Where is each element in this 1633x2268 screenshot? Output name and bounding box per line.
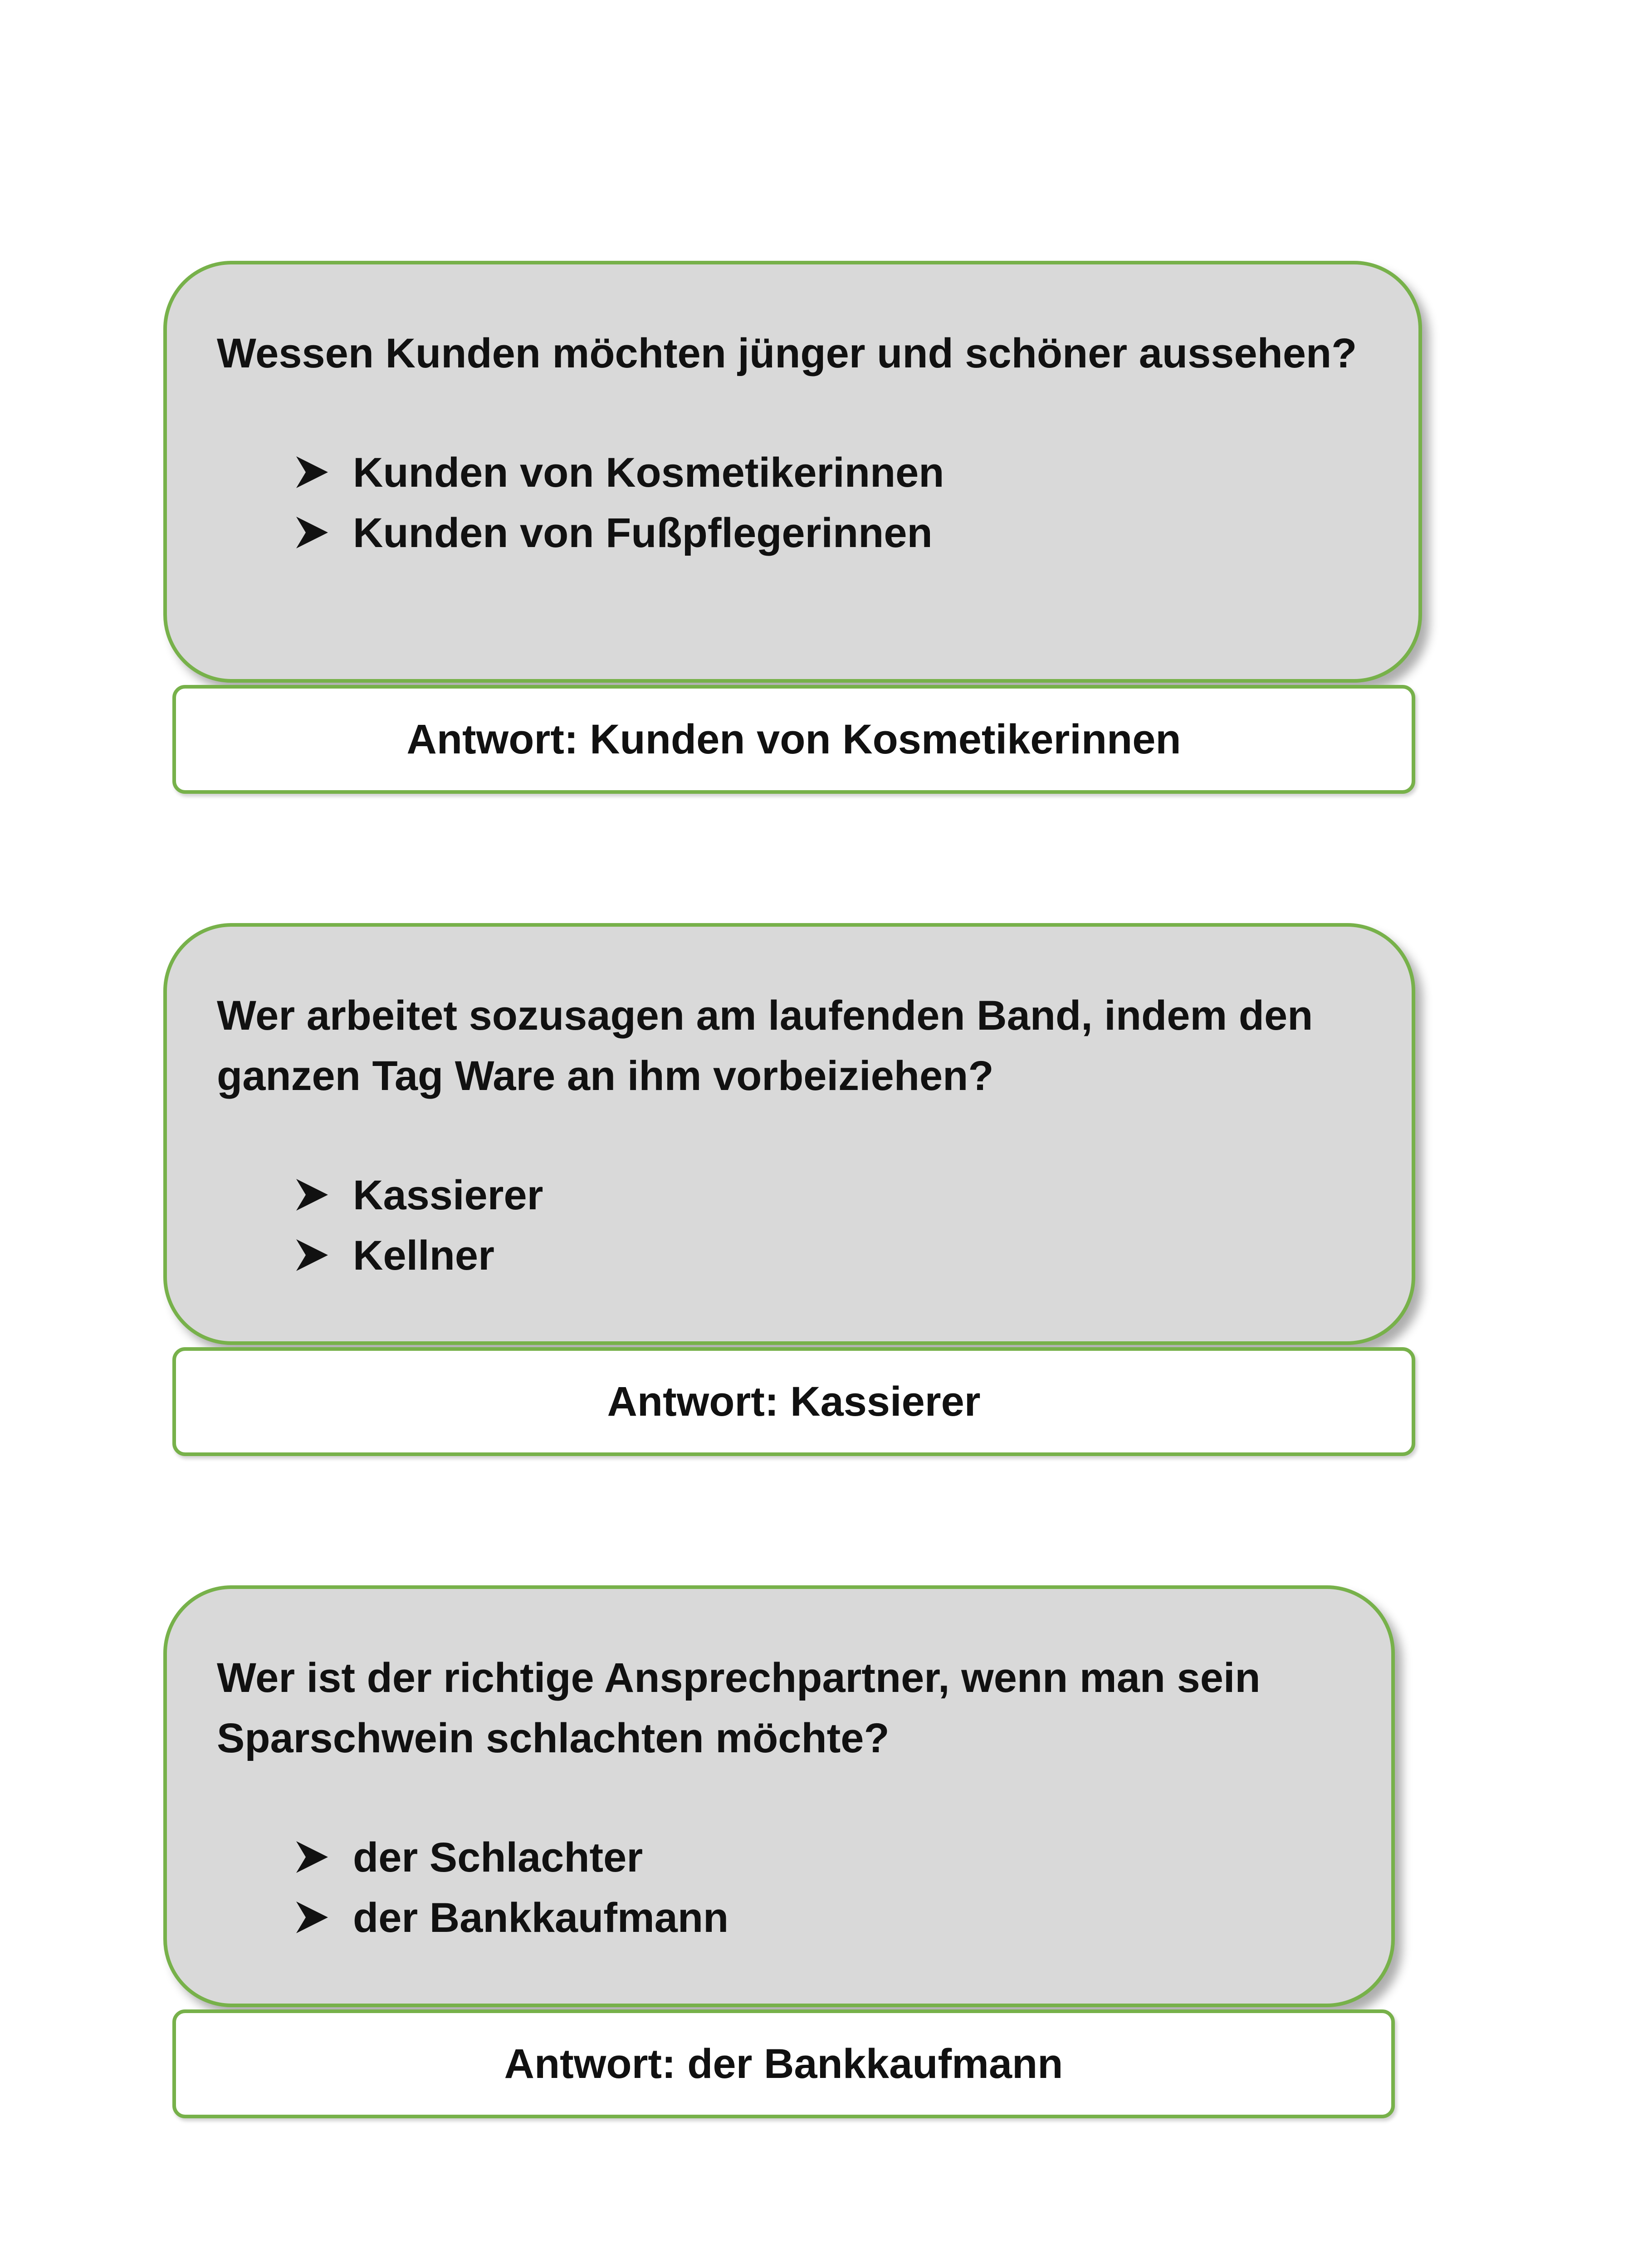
question-text: Wer arbeitet sozusagen am laufenden Band, indem den ganzen Tag Ware an ihm vorbeiziehen? [217, 992, 1313, 1099]
arrow-bullet-icon [296, 1901, 328, 1933]
arrow-bullet-icon [296, 517, 328, 548]
option-label: der Bankkaufmann [353, 1895, 729, 1941]
option-label: Kellner [353, 1232, 494, 1279]
question-text: Wer ist der richtige Ansprechpartner, wenn man sein Sparschwein schlachten möchte? [217, 1655, 1261, 1761]
arrow-bullet-icon [296, 1841, 328, 1873]
option-label: Kunden von Fußpflegerinnen [353, 510, 933, 556]
option-item [296, 1888, 1391, 1948]
arrow-bullet-icon [296, 1239, 328, 1271]
option-item [296, 1226, 1412, 1286]
arrow-bullet-icon [296, 1179, 328, 1211]
answer-box-3: Antwort: der Bankkaufmann [172, 2009, 1395, 2118]
question-card-1 [163, 261, 1422, 683]
option-list [217, 1165, 1412, 1286]
option-item [296, 503, 1418, 563]
option-item [296, 1828, 1391, 1888]
option-item [296, 443, 1418, 503]
answer-box-2: Antwort: Kassierer [172, 1347, 1415, 1456]
question-text: Wessen Kunden möchten jünger und schöner aussehen? [217, 330, 1357, 376]
arrow-bullet-icon [296, 456, 328, 488]
answer-box-1: Antwort: Kunden von Kosmetikerinnen [172, 685, 1415, 794]
option-list [217, 1828, 1391, 1948]
question-card-2 [163, 923, 1415, 1345]
option-label: Kunden von Kosmetikerinnen [353, 450, 944, 496]
option-list [217, 443, 1418, 563]
option-item [296, 1165, 1412, 1226]
question-card-3 [163, 1585, 1395, 2007]
option-label: der Schlachter [353, 1834, 643, 1881]
option-label: Kassierer [353, 1172, 543, 1218]
